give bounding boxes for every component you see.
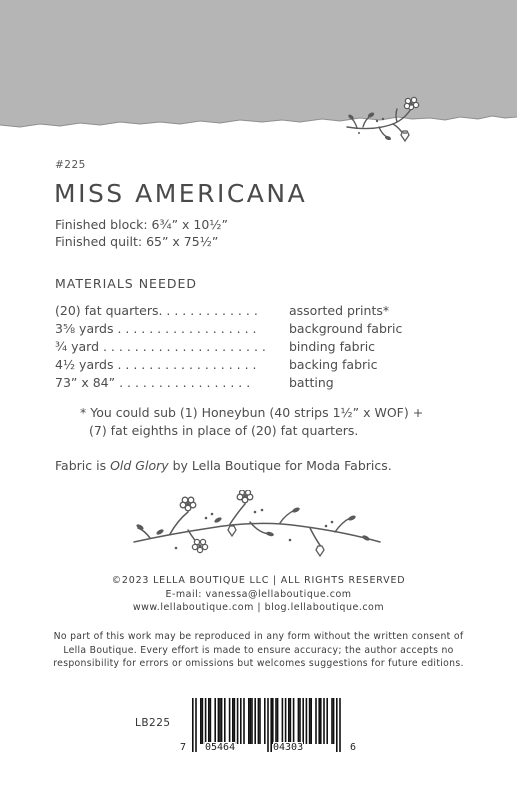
- list-item: [55, 302, 402, 320]
- note-line-2: (7) fat eighths in place of (20) fat quarters.: [89, 423, 359, 438]
- material-description: backing fabric: [289, 357, 378, 372]
- email-line: E-mail: vanessa@lellaboutique.com: [165, 589, 352, 600]
- fabric-prefix: Fabric is: [55, 458, 111, 473]
- material-description: binding fabric: [289, 339, 376, 354]
- barcode-digits-right: 04303: [273, 742, 304, 753]
- fabric-suffix: by Lella Boutique for Moda Fabrics.: [168, 458, 392, 473]
- floral-vine-icon: [130, 490, 385, 560]
- material-quantity: 3⅝ yards . . . . . . . . . . . . . . . . . .: [55, 321, 257, 336]
- fabric-credit: [55, 458, 392, 473]
- disclaimer: No part of this work may be reproduced in any form without the written consent of Lella Boutique. Every effort is made to ensure accuracy; the author accepts no responsibility for errors or omissions but welcomes suggestions for future editions.: [53, 631, 464, 669]
- material-quantity: (20) fat quarters. . . . . . . . . . . . .: [55, 303, 258, 318]
- material-description: assorted prints*: [289, 303, 390, 318]
- flower-sprig-icon: [345, 95, 425, 145]
- substitution-note: [80, 404, 480, 440]
- materials-list: [55, 302, 402, 392]
- list-item: [55, 320, 402, 338]
- header-band: [0, 0, 517, 130]
- material-description: batting: [289, 375, 334, 390]
- torn-paper-band: [0, 0, 517, 130]
- website-line: www.lellaboutique.com | blog.lellaboutique.com: [132, 602, 385, 613]
- pattern-title: MISS AMERICANA: [54, 179, 308, 208]
- materials-heading: MATERIALS NEEDED: [55, 276, 197, 291]
- finished-quilt-size: Finished quilt: 65” x 75½”: [55, 233, 219, 249]
- barcode-digit-lead: 7: [180, 742, 187, 753]
- list-item: [55, 374, 402, 392]
- pattern-code: #225: [55, 159, 86, 171]
- sku-code: LB225: [135, 717, 171, 729]
- material-quantity: ¾ yard . . . . . . . . . . . . . . . . . . . . .: [55, 339, 266, 354]
- list-item: [55, 338, 402, 356]
- finished-block-size: Finished block: 6¾” x 10½”: [55, 217, 228, 232]
- fabric-collection: Old Glory: [110, 458, 169, 473]
- note-line-1: * You could sub (1) Honeybun (40 strips 1½” x WOF) +: [80, 405, 424, 420]
- material-quantity: 4½ yards . . . . . . . . . . . . . . . . . .: [55, 357, 257, 372]
- copyright-line: ©2023 LELLA BOUTIQUE LLC | ALL RIGHTS RESERVED: [111, 575, 406, 586]
- barcode-digits-left: 05464: [205, 742, 236, 753]
- material-description: background fabric: [289, 321, 403, 336]
- barcode-digit-check: 6: [350, 742, 357, 753]
- list-item: [55, 356, 402, 374]
- material-quantity: 73” x 84” . . . . . . . . . . . . . . . . .: [55, 375, 251, 390]
- finished-sizes: [55, 217, 228, 250]
